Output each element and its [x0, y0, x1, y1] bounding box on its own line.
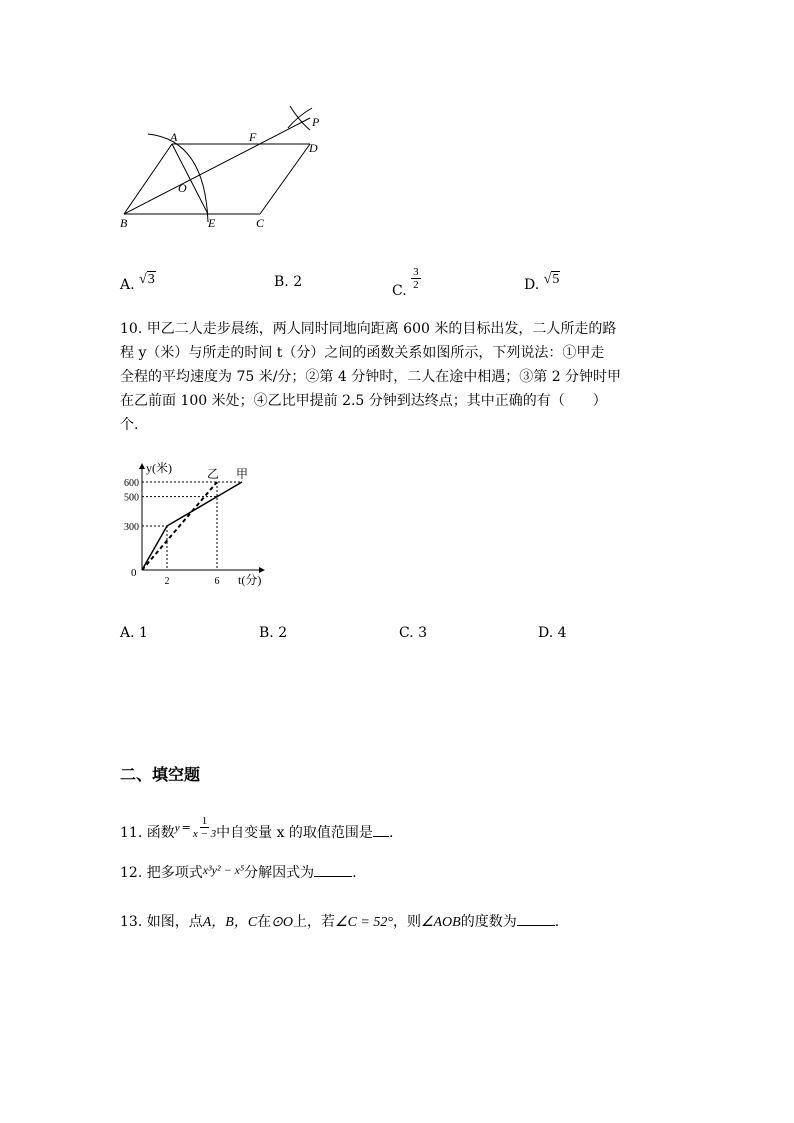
q9-option-b [274, 274, 302, 290]
option-label: A. [120, 277, 135, 293]
option-value: 2 [293, 274, 303, 290]
point-c: C [256, 216, 265, 230]
point-b: B [120, 216, 128, 230]
question-number: 12. [120, 865, 143, 881]
point-f: F [249, 130, 257, 144]
x-tick-label: 2 [164, 576, 170, 587]
fraction [193, 815, 216, 840]
y-tick-label: 600 [124, 478, 139, 489]
q11-prefix: 函数 [146, 825, 175, 841]
angle-c: ∠C = 52° [335, 915, 393, 930]
q10-line-3: 全程的平均速度为 75 米/分；②第 4 分钟时，二人在途中相遇；③第 2 分钟时甲 [120, 369, 622, 385]
origin-label: 0 [131, 567, 137, 579]
sqrt-expression: √5 [543, 272, 560, 287]
series-line-1 [142, 482, 217, 570]
numerator: 3 [413, 266, 419, 278]
q11-suffix: 中自变量 x 的取值范围是 [216, 825, 373, 841]
y-axis-label: y(米) [146, 461, 172, 475]
equals: = [181, 821, 191, 834]
q11: 11. 函数$^y$ = $\frac{1}{x - 3}$ 中自变量 x 的取值范围是 . [120, 814, 394, 841]
q12-prefix: 把多项式 [146, 865, 203, 881]
q13-mid1: 在 [257, 914, 272, 930]
sqrt-expression: √3 [139, 272, 155, 287]
q13-prefix: 如图，点 [146, 914, 203, 930]
q9-option-a [120, 272, 156, 294]
denominator: 2 [413, 279, 419, 291]
q10-line-1: 10. 甲乙二人走步晨练，两人同时同地向距离 600 米的目标出发，二人所走的路 [120, 321, 617, 337]
radicand: 5 [552, 272, 560, 287]
q10-option-d: D. 4 [538, 625, 567, 641]
segment-ab [124, 144, 172, 214]
q10-option-b: B. 2 [259, 625, 288, 641]
q12-suffix: 分解因式为 [244, 865, 315, 881]
option-label: C. [392, 282, 407, 299]
fraction [411, 266, 421, 291]
points: A，B，C [202, 915, 258, 930]
q12: 12. 把多项式x³y² − x⁵分解因式为 . [120, 863, 357, 881]
option-label: B. [274, 274, 289, 290]
question-number: 11. [120, 825, 143, 841]
y-tick-label: 500 [124, 492, 139, 504]
q13-suffix: 的度数为 [460, 914, 517, 930]
segment-dc [260, 144, 310, 214]
denominator: x − 3 [192, 827, 217, 840]
series-label-1: 乙 [207, 467, 220, 481]
answer-blank[interactable] [314, 876, 352, 877]
q13: 13. 如图，点A，B，C在⊙O上，若∠C = 52°，则∠AOB的度数为 . [120, 914, 560, 930]
construction-arc [148, 134, 208, 222]
q9-option-d [524, 272, 560, 294]
radicand: 3 [147, 272, 155, 287]
numerator: 1 [201, 814, 208, 827]
angle-aob: ∠AOB [420, 915, 461, 930]
distance-time-chart [112, 458, 282, 590]
point-o: O [178, 181, 187, 195]
point-p: P [312, 115, 320, 129]
construction-arc-p2 [288, 108, 312, 128]
q13-mid3: ，则 [392, 914, 421, 930]
q10-line-2: 程 y（米）与所走的时间 t（分）之间的函数关系如图所示，下列说法：①甲走 [120, 345, 605, 361]
point-e: E [208, 216, 216, 230]
q9-option-c [392, 266, 421, 299]
circle-o: ⊙O [271, 915, 294, 930]
parallelogram-figure [110, 100, 340, 235]
q10-option-a: A. 1 [120, 625, 148, 641]
x-tick-label: 6 [214, 576, 220, 587]
x-axis-label: t(分) [238, 573, 262, 587]
question-number: 13. [120, 914, 143, 930]
series-label-0: 甲 [236, 467, 249, 481]
section-title: 二、填空题 [120, 765, 201, 784]
segment-ae [172, 144, 208, 214]
answer-blank[interactable] [517, 925, 555, 926]
var-y: y [174, 822, 180, 834]
q10-line-5: 个. [120, 417, 139, 433]
option-label: D. [524, 277, 540, 293]
q13-mid2: 上，若 [293, 914, 336, 930]
point-a: A [170, 130, 178, 144]
q10-line-4: 在乙前面 100 米处；④乙比甲提前 2.5 分钟到达终点；其中正确的有（ ） [120, 393, 607, 409]
answer-blank[interactable] [373, 836, 389, 837]
ray-bp [124, 118, 310, 214]
polynomial: x³y² − x⁵ [202, 863, 245, 877]
q10-option-c: C. 3 [399, 625, 428, 641]
point-d: D [309, 141, 318, 155]
series-line-0 [142, 482, 242, 570]
y-tick-label: 300 [124, 522, 139, 533]
